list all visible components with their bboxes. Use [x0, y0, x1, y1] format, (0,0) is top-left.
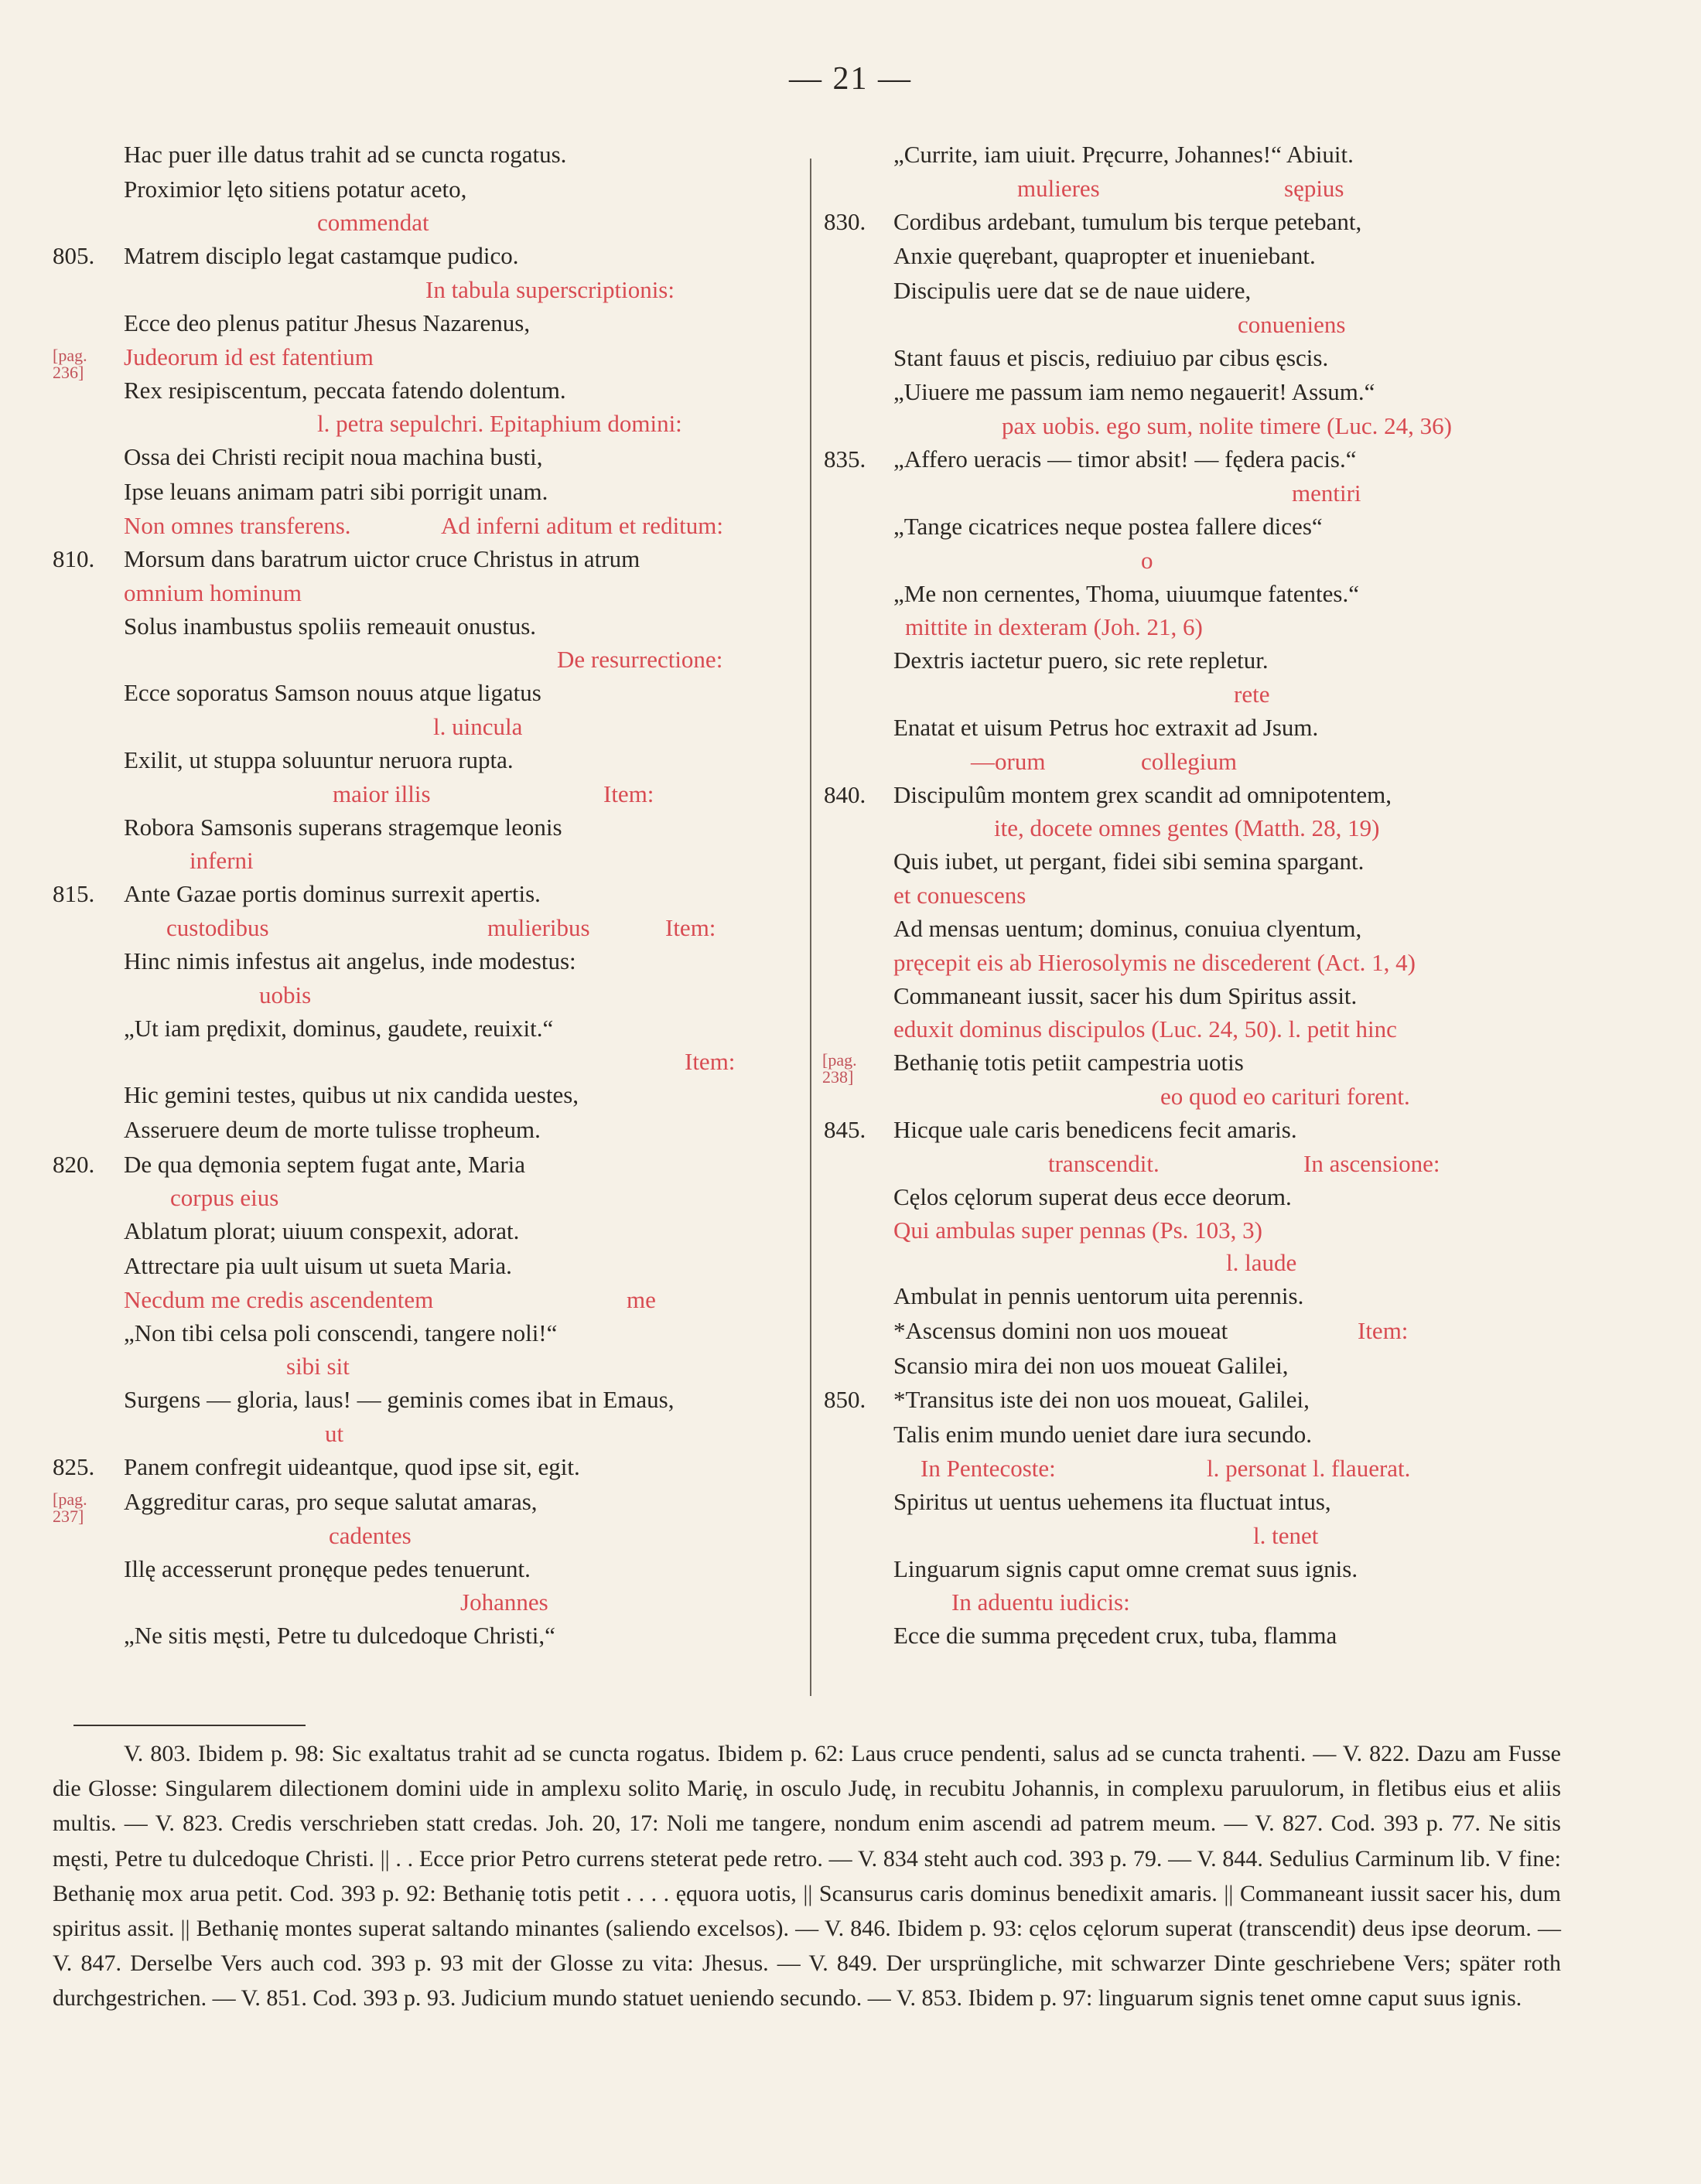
gloss-line	[893, 678, 1566, 711]
verse-line	[893, 643, 1566, 678]
gloss-text: pax uobis. ego sum, nolite timere (Luc. 24, 36)	[1002, 412, 1452, 440]
gloss-line	[893, 1214, 1566, 1247]
gloss-line	[124, 1418, 804, 1450]
verse-text: „Tange cicatrices neque postea fallere dices“	[893, 512, 1323, 540]
verse-text: Dextris iactetur puero, sic rete repletur.	[893, 647, 1269, 674]
verse-line	[124, 172, 804, 207]
verse-number: 810.	[53, 544, 95, 572]
gloss-line	[893, 172, 1566, 205]
footnote-rule	[73, 1725, 306, 1726]
gloss-text: collegium	[1141, 747, 1237, 775]
gloss-text: rete	[1234, 680, 1270, 708]
gloss-line	[124, 979, 804, 1012]
verse-text: Anxie quęrebant, quapropter et inueniebant.	[893, 242, 1316, 270]
gloss-text: Item:	[685, 1048, 736, 1076]
gloss-line	[893, 746, 1566, 778]
verse-text: Ablatum plorat; uiuum conspexit, adorat.	[124, 1217, 520, 1245]
verse-line	[53, 542, 804, 577]
gloss-line	[893, 544, 1566, 577]
gloss-line	[124, 643, 804, 676]
gloss-text: o	[1141, 546, 1153, 574]
verse-text: Discipulis uere dat se de naue uidere,	[893, 277, 1252, 305]
verse-text: Cordibus ardebant, tumulum bis terque petebant,	[893, 207, 1362, 235]
gloss-text: Item:	[665, 913, 716, 941]
verse-line	[124, 1249, 804, 1284]
gloss-text: mittite in dexteram (Joh. 21, 6)	[905, 613, 1203, 641]
verse-line	[124, 374, 804, 408]
gloss-text: cadentes	[329, 1521, 412, 1549]
gloss-text: conueniens	[1238, 310, 1346, 338]
gloss-line	[124, 1586, 804, 1619]
verse-text: Linguarum signis caput omne cremat suus ignis.	[893, 1554, 1358, 1582]
gloss-line	[893, 1452, 1566, 1485]
verse-text: Commaneant iussit, sacer his dum Spiritus assit.	[893, 981, 1358, 1009]
verse-text: Morsum dans baratrum uictor cruce Christus in atrum	[124, 544, 640, 572]
verse-text: Illę accesserunt pronęque pedes tenuerunt.	[124, 1554, 531, 1582]
verse-line	[893, 1552, 1566, 1587]
gloss-text: ite, docete omnes gentes (Matth. 28, 19)	[994, 814, 1380, 842]
verse-text: *Transitus iste dei non uos moueat, Galilei,	[893, 1386, 1310, 1414]
verse-number: 840.	[824, 780, 866, 808]
verse-line	[124, 1012, 804, 1046]
gloss-text: Non omnes transferens.	[124, 511, 351, 539]
verse-text: Hicque uale caris benedicens fecit amaris.	[893, 1116, 1297, 1143]
verse-text: „Ut iam prędixit, dominus, gaudete, reuixit.“	[124, 1014, 554, 1042]
gloss-text: transcendit.	[1048, 1149, 1160, 1177]
gloss-text: ut	[325, 1420, 344, 1448]
verse-line	[893, 711, 1566, 746]
page-reference: [pag. 237]	[53, 1489, 87, 1526]
gloss-text: inferni	[190, 847, 254, 875]
verse-line	[893, 1279, 1566, 1314]
gloss-line	[124, 1350, 804, 1383]
verse-text: Discipulûm montem grex scandit ad omnipotentem,	[893, 780, 1392, 808]
verse-text: Hic gemini testes, quibus ut nix candida uestes,	[124, 1081, 579, 1109]
verse-line	[824, 1383, 1566, 1418]
gloss-text: l. tenet	[1253, 1521, 1319, 1549]
verse-line	[893, 1619, 1566, 1653]
verse-text: Exilit, ut stuppa soluuntur neruora rupta.	[124, 746, 514, 773]
gloss-line	[893, 1586, 1566, 1619]
verse-line	[893, 510, 1566, 544]
gloss-line	[893, 1247, 1566, 1279]
gloss-text: De resurrectione:	[557, 646, 723, 674]
verse-line	[893, 138, 1566, 172]
verse-line	[124, 944, 804, 979]
verse-text: Robora Samsonis superans stragemque leonis	[124, 813, 562, 841]
verse-text: Ad mensas uentum; dominus, conuiua clyentum,	[893, 914, 1362, 942]
gloss-text: mentiri	[1292, 479, 1361, 507]
gloss-line	[893, 410, 1566, 442]
gloss-line	[893, 947, 1566, 979]
gloss-text: mulieres	[1017, 174, 1100, 202]
gloss-line	[124, 408, 804, 440]
verse-line	[124, 1113, 804, 1148]
verse-line	[822, 1046, 1566, 1087]
verse-text: Talis enim mundo ueniet dare iura secundo.	[893, 1421, 1313, 1449]
gloss-line	[124, 1284, 804, 1316]
gloss-text: In aduentu iudicis:	[951, 1589, 1130, 1616]
verse-text: Attrectare pia uult uisum ut sueta Maria.	[124, 1252, 512, 1280]
verse-line	[124, 1552, 804, 1587]
verse-number: 850.	[824, 1386, 866, 1414]
verse-text: Panem confregit uideantque, quod ipse sit, egit.	[124, 1453, 580, 1481]
verse-line	[824, 1113, 1566, 1148]
verse-text: Ambulat in pennis uentorum uita perennis.	[893, 1282, 1304, 1310]
gloss-line	[893, 1520, 1566, 1552]
verse-text: Stant fauus et piscis, rediuiuo par cibus ęscis.	[893, 343, 1329, 371]
gloss-line	[124, 510, 804, 542]
verse-line	[53, 877, 804, 912]
verse-line	[124, 1078, 804, 1113]
gloss-line	[124, 274, 804, 306]
verse-line	[53, 1485, 804, 1526]
verse-number: 835.	[824, 445, 866, 473]
verse-line	[893, 375, 1566, 410]
verse-text: „Currite, iam uiuit. Pręcurre, Johannes!“ Abiuit.	[893, 141, 1354, 168]
gloss-line	[124, 1520, 804, 1552]
verse-text: Bethanię totis petiit campestria uotis	[893, 1049, 1244, 1077]
gloss-text: In Pentecoste:	[921, 1454, 1056, 1482]
gloss-line	[124, 1046, 804, 1078]
gloss-line	[124, 1182, 804, 1214]
gloss-line	[893, 1148, 1566, 1180]
gloss-text: corpus eius	[170, 1184, 279, 1212]
verse-text: Hinc nimis infestus ait angelus, inde modestus:	[124, 947, 576, 974]
verse-text: Proximior lęto sitiens potatur aceto,	[124, 175, 467, 203]
verse-text: Aggreditur caras, pro seque salutat amaras,	[124, 1487, 538, 1515]
left-column	[53, 138, 804, 1653]
verse-text: *Ascensus domini non uos moueat	[893, 1317, 1228, 1345]
verse-text: Ossa dei Christi recipit noua machina busti,	[124, 443, 543, 471]
verse-line	[893, 912, 1566, 947]
verse-line	[893, 1418, 1566, 1452]
gloss-text: l. personat l. flauerat.	[1207, 1454, 1411, 1482]
gloss-text: Qui ambulas super pennas (Ps. 103, 3)	[893, 1217, 1262, 1244]
gloss-text: omnium hominum	[124, 578, 302, 606]
gloss-text: mulieribus	[487, 913, 590, 941]
gloss-text: Item:	[603, 780, 654, 807]
verse-line	[893, 341, 1566, 376]
verse-text: Ante Gazae portis dominus surrexit apertis.	[124, 880, 541, 908]
verse-line	[124, 440, 804, 475]
verse-number: 830.	[824, 207, 866, 235]
gloss-line	[124, 912, 804, 944]
verse-text: Surgens — gloria, laus! — geminis comes ibat in Emaus,	[124, 1386, 675, 1414]
verse-line	[893, 577, 1566, 612]
gloss-text: Item:	[1358, 1317, 1409, 1345]
gloss-text: In ascensione:	[1303, 1149, 1440, 1177]
gloss-text: eduxit dominus discipulos (Luc. 24, 50). l. petit hinc	[893, 1015, 1397, 1043]
verse-line	[893, 1485, 1566, 1520]
gloss-line	[124, 711, 804, 743]
verse-line	[124, 810, 804, 845]
verse-line	[893, 979, 1566, 1014]
verse-text: De qua dęmonia septem fugat ante, Maria	[124, 1150, 526, 1178]
verse-line	[893, 1349, 1566, 1384]
gloss-line	[124, 577, 804, 609]
gloss-text: maior illis	[333, 780, 431, 807]
gloss-text: eo quod eo carituri forent.	[1160, 1083, 1410, 1110]
gloss-line	[53, 341, 804, 382]
gloss-text: sępius	[1284, 174, 1344, 202]
verse-line	[893, 1314, 1566, 1349]
gloss-text: —orum	[971, 747, 1046, 775]
verse-line	[824, 778, 1566, 813]
gloss-text: Judeorum id est fatentium	[124, 343, 374, 370]
verse-text: Spiritus ut uentus uehemens ita fluctuat intus,	[893, 1487, 1331, 1515]
gloss-text: pręcepit eis ab Hierosolymis ne discederent (Act. 1, 4)	[893, 948, 1416, 976]
gloss-text: In tabula superscriptionis:	[425, 276, 675, 304]
gloss-text: et conuescens	[893, 881, 1026, 909]
verse-text: Ecce soporatus Samson nouus atque ligatus	[124, 679, 541, 707]
right-column	[822, 138, 1566, 1653]
verse-text: Cęlos cęlorum superat deus ecce deorum.	[893, 1182, 1292, 1210]
gloss-text: uobis	[259, 981, 312, 1008]
verse-text: Ipse leuans animam patri sibi porrigit unam.	[124, 478, 548, 506]
gloss-text: commendat	[317, 209, 429, 237]
gloss-line	[893, 309, 1566, 341]
gloss-text: Ad inferni aditum et reditum:	[441, 511, 724, 539]
page-reference: [pag. 236]	[53, 345, 87, 382]
verse-number: 845.	[824, 1116, 866, 1143]
verse-line	[824, 205, 1566, 240]
verse-line	[124, 306, 804, 341]
footnotes	[53, 1736, 1561, 2016]
gloss-text: sibi sit	[286, 1353, 350, 1380]
verse-text: „Ne sitis męsti, Petre tu dulcedoque Christi,“	[124, 1622, 555, 1650]
gloss-text: l. petra sepulchri. Epitaphium domini:	[317, 410, 682, 438]
gloss-text: l. uincula	[433, 712, 523, 740]
verse-line	[124, 743, 804, 778]
gloss-line	[893, 879, 1566, 912]
verse-text: Solus inambustus spoliis remeauit onustus.	[124, 612, 537, 640]
gloss-text: Johannes	[460, 1589, 548, 1616]
gloss-text: l. laude	[1226, 1249, 1297, 1277]
verse-text: „Me non cernentes, Thoma, uiuumque fatentes.“	[893, 579, 1360, 607]
verse-line	[893, 1180, 1566, 1215]
verse-line	[53, 1148, 804, 1182]
page-reference: [pag. 238]	[822, 1050, 857, 1087]
verse-line	[124, 138, 804, 172]
gloss-line	[893, 1080, 1566, 1113]
verse-line	[124, 676, 804, 711]
gloss-line	[893, 812, 1566, 845]
verse-text: Ecce die summa pręcedent crux, tuba, flamma	[893, 1622, 1337, 1650]
verse-number: 820.	[53, 1150, 95, 1178]
verse-line	[53, 1450, 804, 1485]
gloss-text: Necdum me credis ascendentem	[124, 1285, 434, 1313]
gloss-line	[893, 1013, 1566, 1046]
verse-line	[124, 609, 804, 644]
verse-line	[824, 442, 1566, 477]
verse-number: 825.	[53, 1453, 95, 1481]
verse-text: Hac puer ille datus trahit ad se cuncta rogatus.	[124, 141, 567, 168]
verse-number: 815.	[53, 880, 95, 908]
gloss-line	[124, 845, 804, 877]
verse-line	[893, 274, 1566, 309]
verse-text: „Uiuere me passum iam nemo negauerit! Assum.“	[893, 378, 1375, 406]
verse-text: Scansio mira dei non uos moueat Galilei,	[893, 1351, 1289, 1379]
verse-text: Matrem disciplo legat castamque pudico.	[124, 242, 519, 270]
verse-number: 805.	[53, 242, 95, 270]
verse-text: Asseruere deum de morte tulisse tropheum.	[124, 1116, 541, 1143]
gloss-line	[124, 206, 804, 239]
verse-text: Enatat et uisum Petrus hoc extraxit ad Jsum.	[893, 713, 1319, 741]
verse-line	[53, 239, 804, 274]
verse-line	[893, 239, 1566, 274]
verse-line	[124, 1214, 804, 1249]
verse-line	[124, 1316, 804, 1351]
verse-line	[124, 1383, 804, 1418]
page-number: — 21 —	[789, 61, 912, 97]
gloss-line	[893, 611, 1566, 643]
gloss-line	[124, 778, 804, 810]
gloss-text: me	[627, 1285, 656, 1313]
footnote-text: V. 803. Ibidem p. 98: Sic exaltatus trahit ad se cuncta rogatus. Ibidem p. 62: Laus cruce pendenti, salus ad se cuncta trahenti. — V. 822. Dazu am Fusse die Glosse: Singularem dilectionem domini uide in amplexu solito Marię, in osculo Judę, in recubitu Johannis, in complexu paruulorum, in fletibus eius et aliis multis. — V. 823. Credis verschrieben statt credas. Joh. 20, 17: Noli me tangere, nondum enim ascendi ad patrem meum. — V. 827. Cod. 393 p. 77. Ne sitis męsti, Petre tu dulcedoque Christi. || . . Ecce prior Petro currens steterat pede retro. — V. 834 steht auch cod. 393 p. 79. — V. 844. Sedulius Carminum lib. V fine: Bethanię mox arua petit. Cod. 393 p. 92: Bethanię totis petit . . . . ęquora uotis, || Scansurus caris dominus benedixit amaris. || Commaneant iussit sacer his, dum spiritus assit. || Bethanię montes superat saltando minantes (saliendo excelsos). — V. 846. Ibidem p. 93: cęlos cęlorum superat (transcendit) deus ipse deorum. — V. 847. Derselbe Vers auch cod. 393 p. 93 mit der Glosse zu vita: Jhesus. — V. 849. Der ursprüngliche, mit schwarzer Dinte geschriebene Vers; später roth durchgestrichen. — V. 851. Cod. 393 p. 93. Judicium mundo statuet ueniendo secundo. — V. 853. Ibidem p. 97: linguarum signis tenet omne caput suus ignis.	[53, 1741, 1561, 2012]
verse-text: Quis iubet, ut pergant, fidei sibi semina spargant.	[893, 848, 1365, 875]
verse-line	[893, 845, 1566, 879]
verse-line	[124, 1619, 804, 1653]
column-divider	[810, 159, 811, 1696]
verse-text: Ecce deo plenus patitur Jhesus Nazarenus,	[124, 309, 531, 337]
gloss-text: custodibus	[166, 913, 269, 941]
gloss-line	[893, 477, 1566, 510]
verse-line	[124, 475, 804, 510]
verse-text: „Affero ueracis — timor absit! — fędera pacis.“	[893, 445, 1357, 473]
verse-text: „Non tibi celsa poli conscendi, tangere noli!“	[124, 1319, 558, 1346]
verse-text: Rex resipiscentum, peccata fatendo dolentum.	[124, 376, 566, 404]
